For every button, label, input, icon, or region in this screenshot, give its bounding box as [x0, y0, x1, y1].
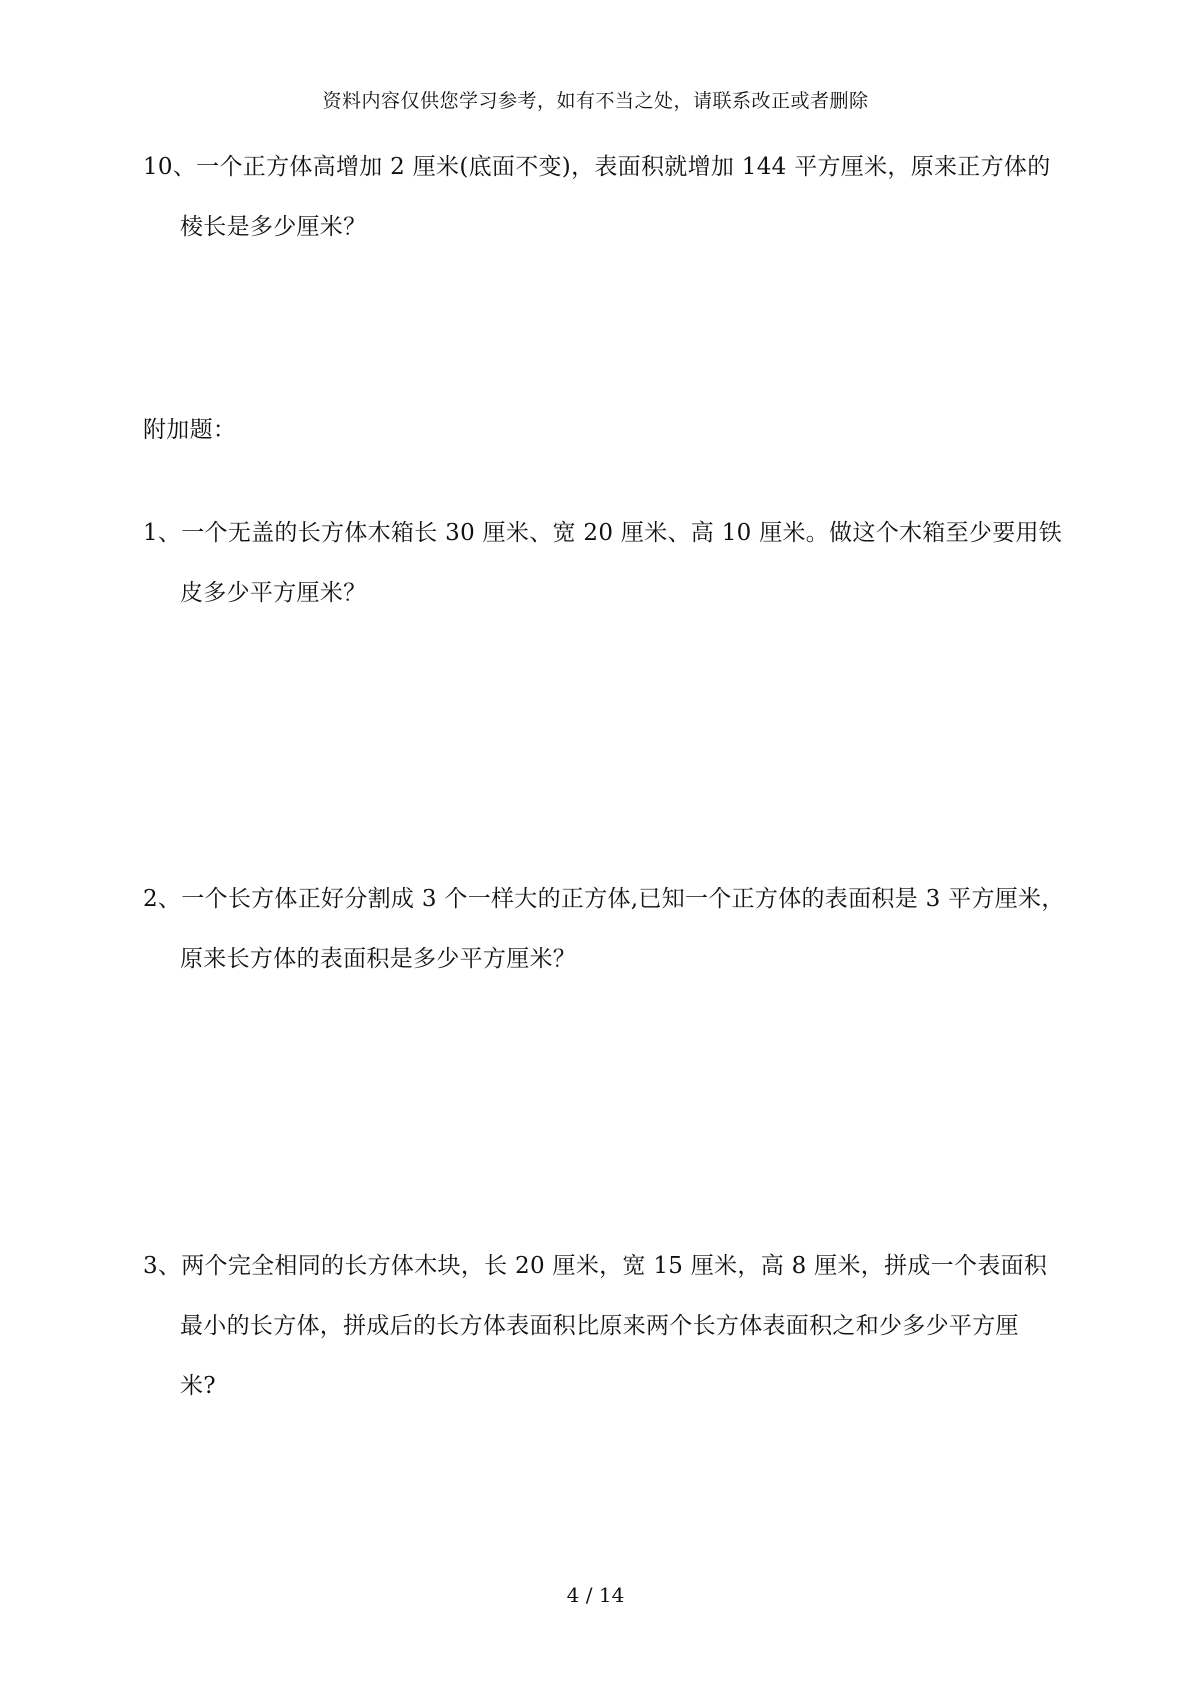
question-10-line-2: 棱长是多少厘米？: [180, 214, 367, 240]
bonus-question-2-line-2: 原来长方体的表面积是多少平方厘米？: [180, 946, 577, 972]
bonus-question-3-line-2: 最小的长方体，拼成后的长方体表面积比原来两个长方体表面积之和少多少平方厘: [180, 1313, 1019, 1339]
page-indicator: 4 / 14: [566, 1583, 625, 1607]
bonus-heading: 附加题：: [143, 417, 237, 443]
question-10-line-1: 10、一个正方体高增加 2 厘米(底面不变)，表面积就增加 144 平方厘米，原来正方体的: [143, 154, 1051, 180]
bonus-question-1-line-1: 1、一个无盖的长方体木箱长 30 厘米、宽 20 厘米、高 10 厘米。做这个木箱至少要用铁: [143, 520, 1063, 546]
bonus-question-1-line-2: 皮多少平方厘米？: [180, 580, 367, 606]
header-disclaimer: 资料内容仅供您学习参考，如有不当之处，请联系改正或者删除: [322, 90, 869, 112]
bonus-question-3-line-3: 米?: [180, 1373, 216, 1399]
bonus-question-3-line-1: 3、两个完全相同的长方体木块，长 20 厘米，宽 15 厘米，高 8 厘米，拼成一个表面积: [143, 1253, 1048, 1279]
bonus-question-2-line-1: 2、一个长方体正好分割成 3 个一样大的正方体,已知一个正方体的表面积是 3 平方厘米，: [143, 886, 1065, 912]
